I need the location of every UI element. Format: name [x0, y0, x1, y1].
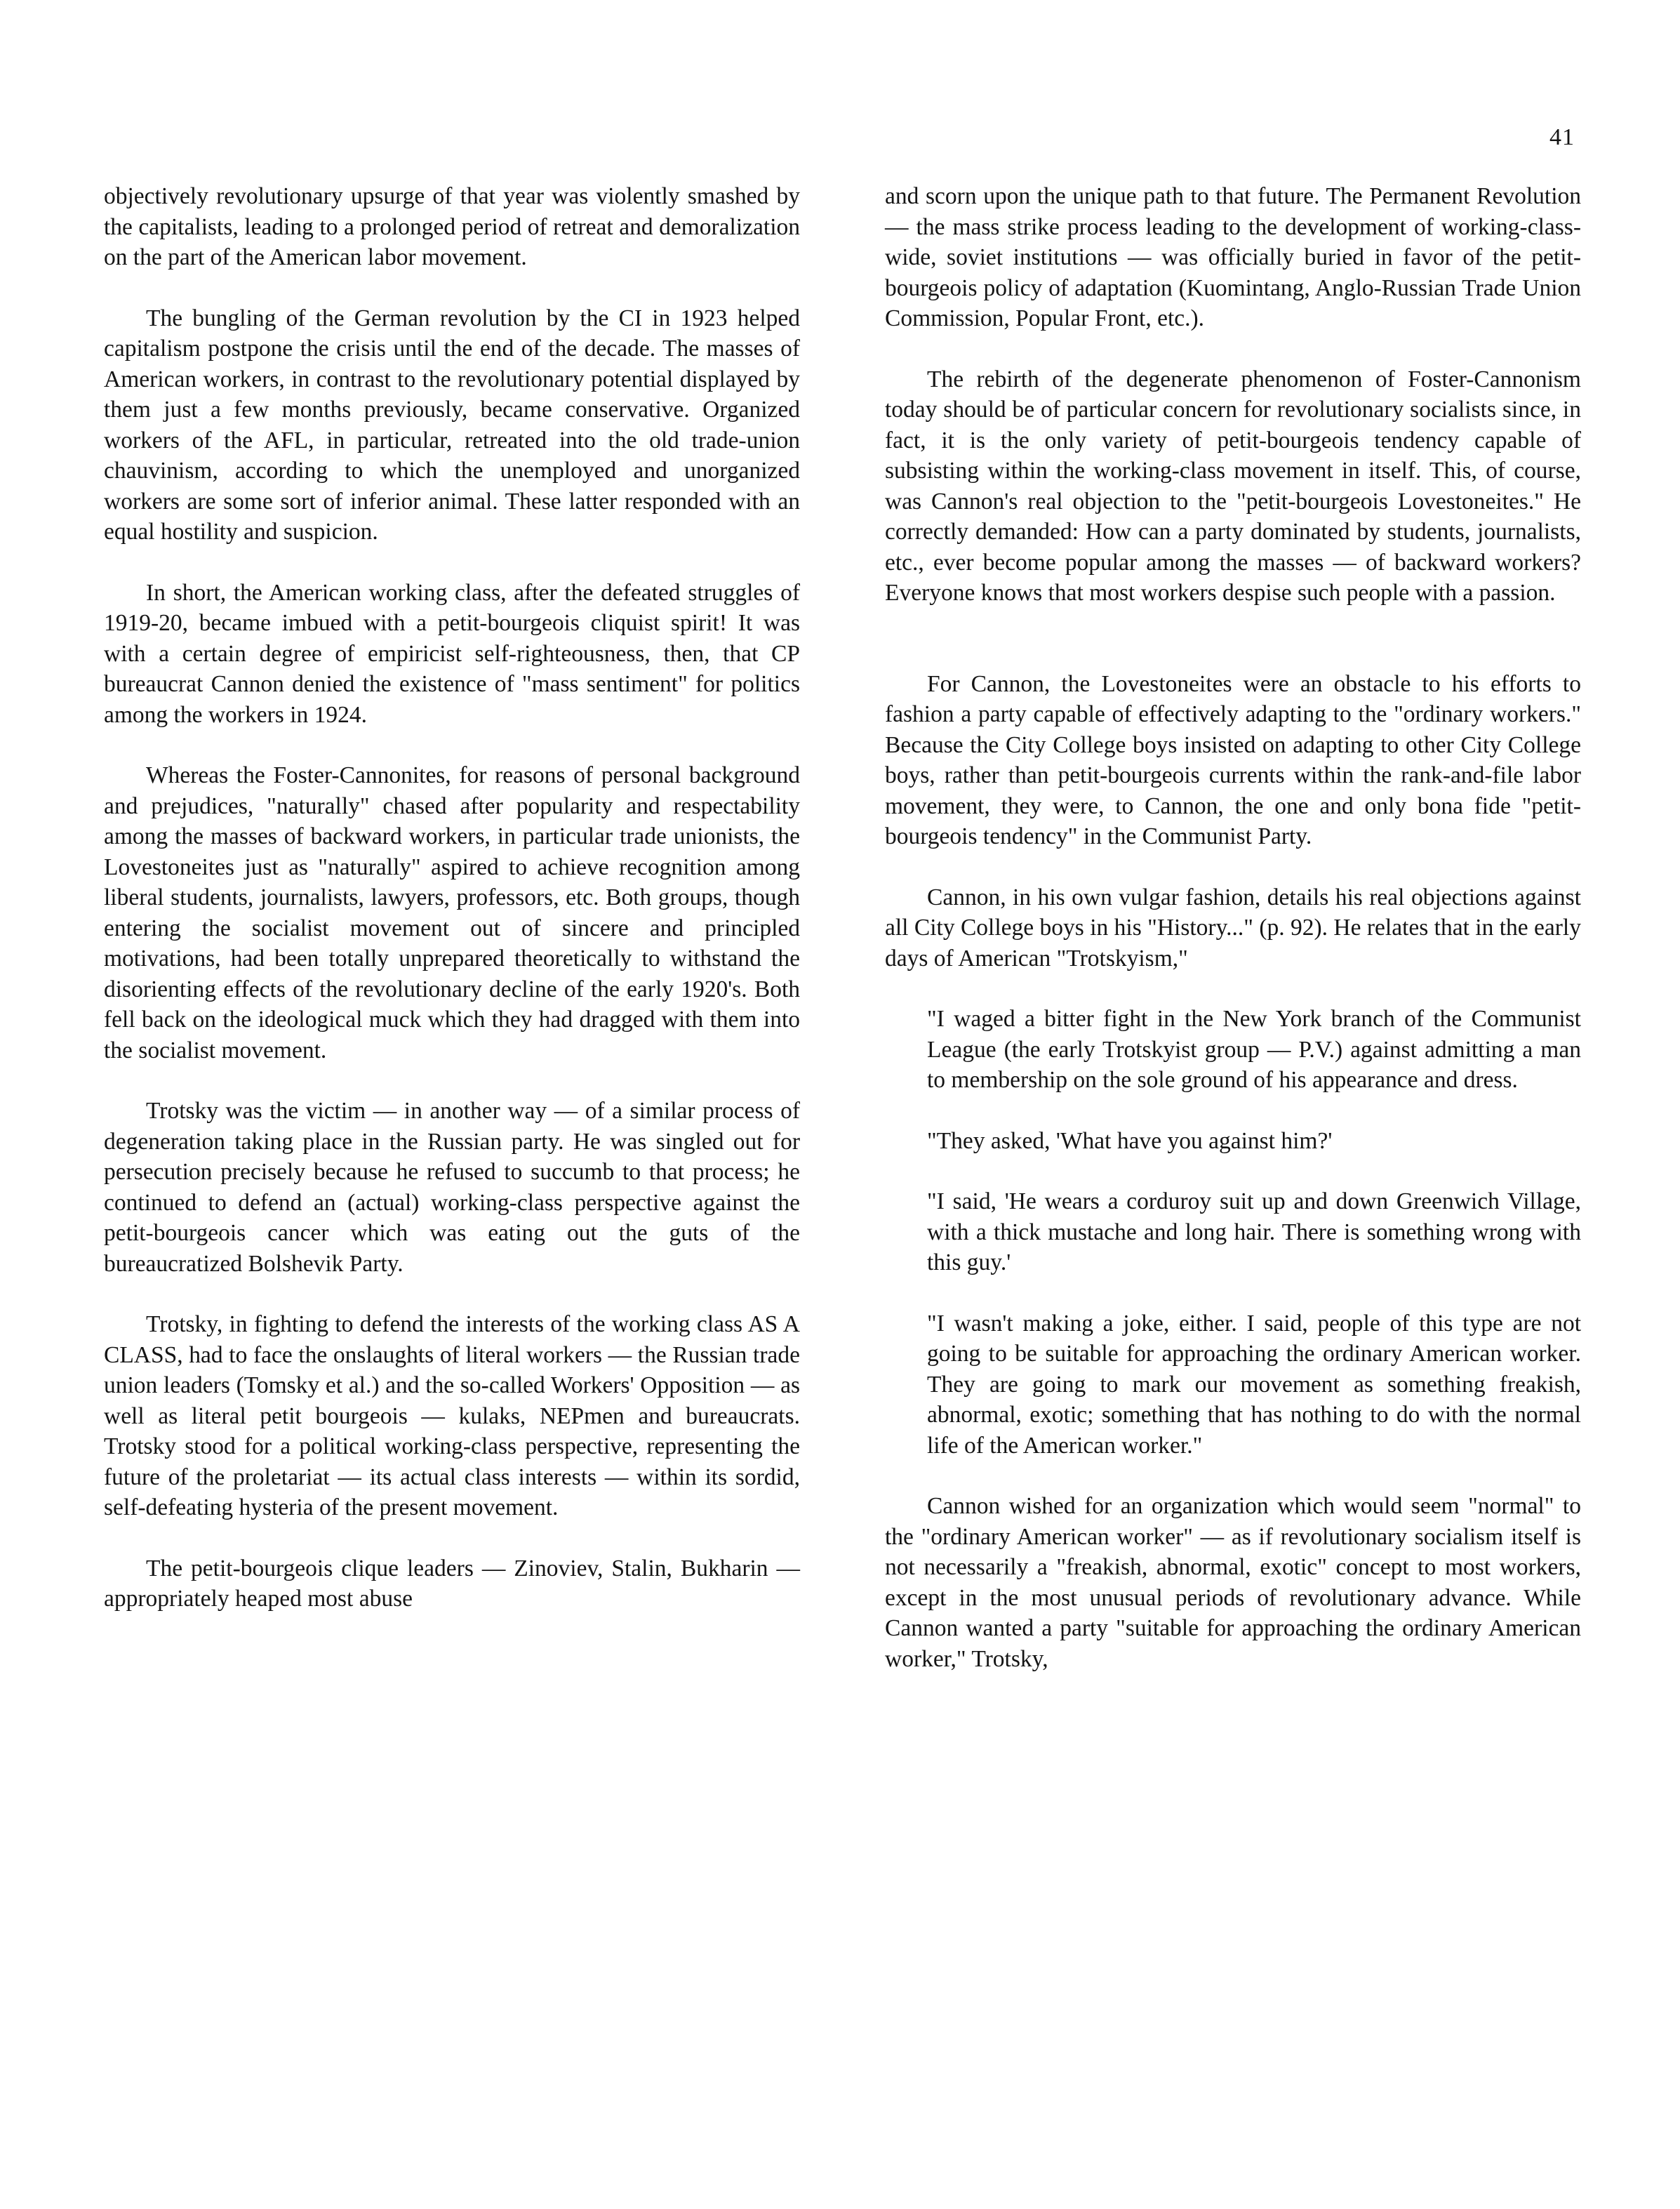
paragraph: The bungling of the German revolution by the CI in 1923 helped capitalism postpone the crisis until the end of the decade. The masses of American workers, in contrast to the revolutionary potential displayed by them just a few months previously, became conservative. Organized workers of the AFL, in particular, retreated into the old trade-union chauvinism, according to which the unemployed and unorganized workers are some sort of inferior animal. These latter responded with an equal hostility and suspicion. [104, 305, 800, 545]
paragraph: The petit-bourgeois clique leaders — Zinoviev, Stalin, Bukharin — appropriately heaped most abuse [104, 1555, 800, 1612]
paragraph: Whereas the Foster-Cannonites, for reasons of personal background and prejudices, "naturally" chased after popularity and respectability among the masses of backward workers, in particular trade unionists, the Lovestoneites just as "naturally" aspired to achieve recognition among liberal students, journalists, lawyers, professors, etc. Both groups, though entering the socialist movement out of sincere and principled motivations, had been totally unprepared theoretically to withstand the disorienting effects of the revolutionary decline of the early 1920's. Both fell back on the ideological muck which they had dragged with them into the socialist movement. [104, 762, 800, 1063]
paragraph: Trotsky was the victim — in another way — of a similar process of degeneration taking place in the Russian party. He was singled out for persecution precisely because he refused to succumb to that process; he continued to defend an (actual) working-class perspective against the petit-bourgeois cancer which was eating out the guts of the bureaucratized Bolshevik Party. [104, 1098, 800, 1277]
paragraph: Trotsky, in fighting to defend the interests of the working class AS A CLASS, had to face the onslaughts of literal workers — the Russian trade union leaders (Tomsky et al.) and the so-called Workers' Opposition — as well as literal petit bourgeois — kulaks, NEPmen and bureaucrats. Trotsky stood for a political working-class perspective, representing the future of the proletariat — its actual class interests — within its sordid, self-defeating hysteria of the present movement. [104, 1311, 800, 1520]
paragraph: The rebirth of the degenerate phenomenon of Foster-Cannonism today should be of particular concern for revolutionary socialists since, in fact, it is the only variety of petit-bourgeois tendency capable of subsisting within the working-class movement in itself. This, of course, was Cannon's real objection to the "petit-bourgeois Lovestoneites." He correctly demanded: How can a party dominated by students, journalists, etc., ever become popular among the masses — of backward workers? Everyone knows that most workers despise such people with a passion. [885, 366, 1581, 606]
block-quote: "They asked, 'What have you against him?' [927, 1127, 1333, 1154]
left-text-column [104, 181, 800, 1645]
paragraph: objectively revolutionary upsurge of that year was violently smashed by the capitalists, leading to a prolonged period of retreat and demoralization on the part of the American labor movement. [104, 183, 800, 270]
page-number: 41 [1549, 124, 1575, 150]
block-quote: "I wasn't making a joke, either. I said, people of this type are not going to be suitable for approaching the ordinary American worker. They are going to mark our movement as something freakish, abnormal, exotic; something that has nothing to do with the normal life of the American worker." [927, 1310, 1581, 1459]
paragraph: Cannon wished for an organization which would seem "normal" to the "ordinary American worker" — as if revolutionary socialism itself is not necessarily a "freakish, abnormal, exotic" concept to most workers, except in the most unusual periods of revolutionary advance. While Cannon wanted a party "suitable for approaching the ordinary American worker," Trotsky, [885, 1493, 1581, 1672]
paragraph: and scorn upon the unique path to that future. The Permanent Revolution — the mass strike process leading to the development of working-class-wide, soviet institutions — was officially buried in favor of the petit-bourgeois policy of adaptation (Kuomintang, Anglo-Russian Trade Union Commission, Popular Front, etc.). [885, 183, 1581, 331]
block-quote: "I said, 'He wears a corduroy suit up and down Greenwich Village, with a thick mustache and long hair. There is something wrong with this guy.' [927, 1188, 1581, 1275]
block-quote: "I waged a bitter fight in the New York branch of the Communist League (the early Trotskyist group — P.V.) against admitting a man to membership on the sole ground of his appearance and dress. [927, 1006, 1581, 1093]
right-text-column [885, 181, 1581, 1704]
paragraph: Cannon, in his own vulgar fashion, details his real objections against all City College boys in his "History..." (p. 92). He relates that in the early days of American "Trotskyism," [885, 884, 1581, 971]
paragraph: In short, the American working class, after the defeated struggles of 1919-20, became imbued with a petit-bourgeois cliquist spirit! It was with a certain degree of empiricist self-righteousness, then, that CP bureaucrat Cannon denied the existence of "mass sentiment" for politics among the workers in 1924. [104, 579, 800, 728]
paragraph: For Cannon, the Lovestoneites were an obstacle to his efforts to fashion a party capable of effectively adapting to the "ordinary workers." Because the City College boys insisted on adapting to other City College boys, rather than petit-bourgeois currents within the rank-and-file labor movement, they were, to Cannon, the one and only bona fide "petit-bourgeois tendency" in the Communist Party. [885, 670, 1581, 849]
